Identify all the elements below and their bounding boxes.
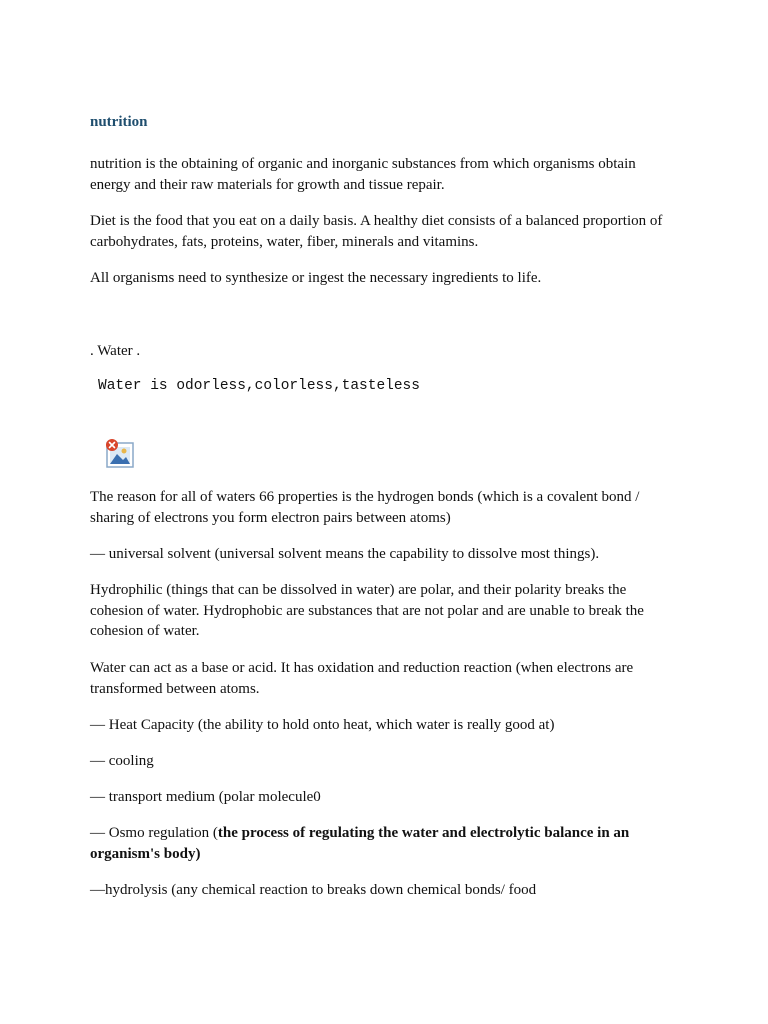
paragraph-cooling: — cooling bbox=[90, 753, 154, 769]
paragraph-nutrition-definition: nutrition is the obtaining of organic and inorganic substances from which organisms obtain energy and their raw materials for growth and tissue repair. bbox=[90, 156, 636, 193]
paragraph-heat-capacity: — Heat Capacity (the ability to hold onto heat, which water is really good at) bbox=[90, 717, 555, 733]
paragraph-hydrogen-bonds: The reason for all of waters 66 properties is the hydrogen bonds (which is a covalent bond / sharing of electrons you form electron pairs between atoms) bbox=[90, 489, 640, 526]
paragraph-diet: Diet is the food that you eat on a daily basis. A healthy diet consists of a balanced proportion of carbohydrates, fats, proteins, water, fiber, minerals and vitamins. bbox=[90, 213, 663, 250]
section-heading-water: . Water . bbox=[90, 343, 141, 359]
code-line-water-properties: Water is odorless,colorless,tasteless bbox=[98, 378, 420, 394]
paragraph-acid-base: Water can act as a base or acid. It has oxidation and reduction reaction (when electrons are transformed between atoms. bbox=[90, 660, 634, 697]
page-title: nutrition bbox=[90, 114, 148, 130]
paragraph-universal-solvent: — universal solvent (universal solvent means the capability to dissolve most things). bbox=[90, 546, 600, 562]
osmoregulation-definition: the process of regulating the water and electrolytic balance in an organism's body) bbox=[90, 825, 630, 862]
paragraph-transport-medium: — transport medium (polar molecule0 bbox=[90, 789, 321, 805]
osmoregulation-prefix: — Osmo regulation ( bbox=[90, 825, 218, 841]
paragraph-osmoregulation bbox=[90, 823, 680, 864]
broken-image-icon bbox=[104, 438, 136, 470]
paragraph-hydrophilic: Hydrophilic (things that can be dissolved in water) are polar, and their polarity breaks the cohesion of water. Hydrophobic are substances that are not polar and are unable to break the cohesion of water. bbox=[90, 582, 644, 639]
paragraph-organisms: All organisms need to synthesize or ingest the necessary ingredients to life. bbox=[90, 270, 542, 286]
paragraph-hydrolysis: —hydrolysis (any chemical reaction to breaks down chemical bonds/ food bbox=[90, 882, 537, 898]
